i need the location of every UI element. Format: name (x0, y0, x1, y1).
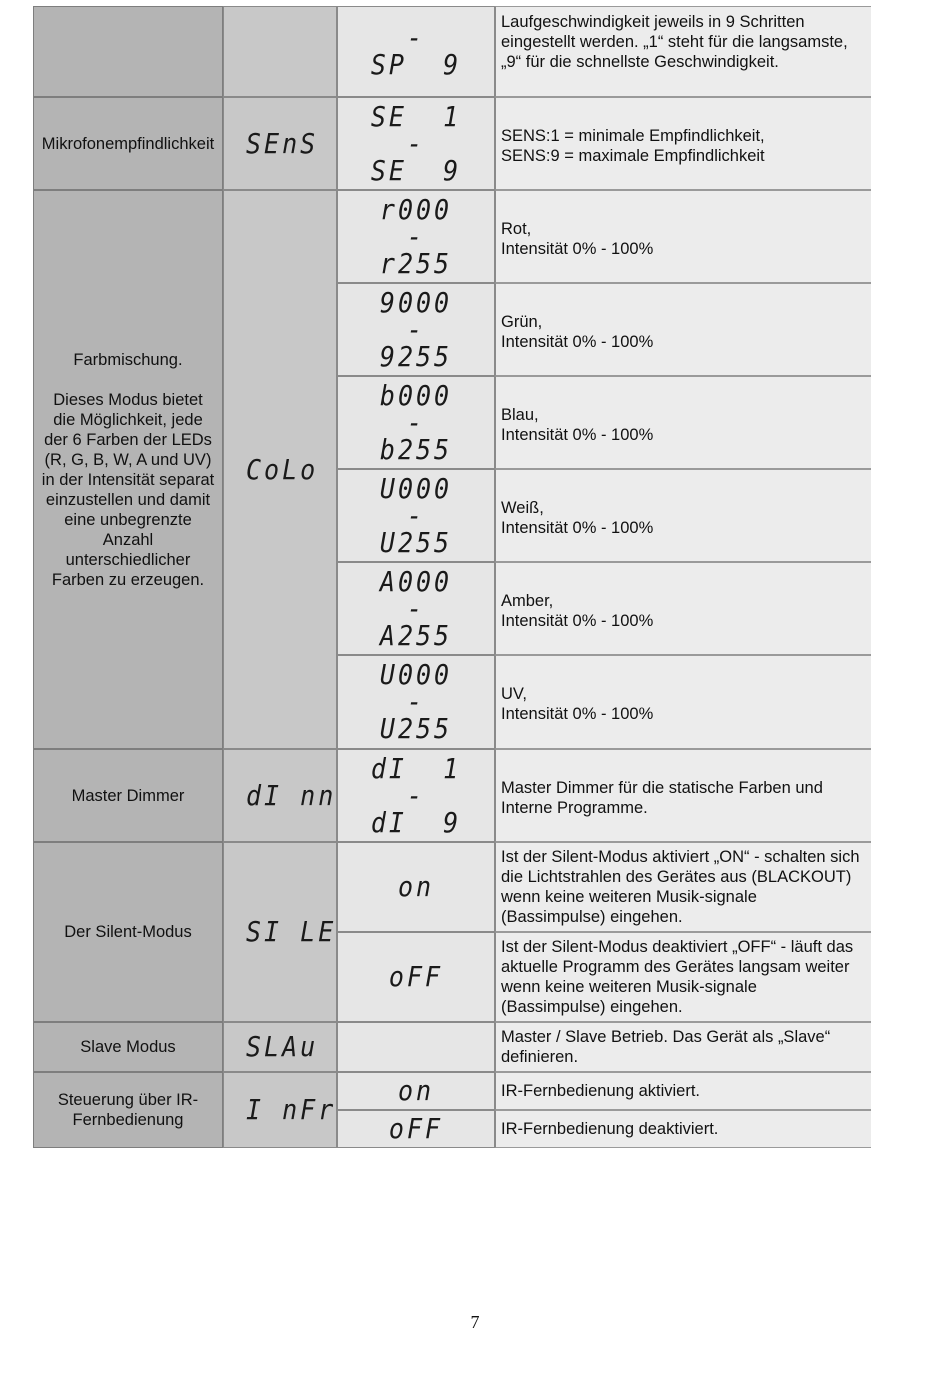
lcd-text: A255 (379, 619, 453, 651)
function-cell-dimmer: Master Dimmer (33, 749, 223, 842)
lcd-text: U000 (379, 472, 453, 504)
description-cell-infrared-on: IR-Fernbedienung aktiviert. (495, 1072, 871, 1110)
display-cell-dimmer (337, 749, 495, 842)
function-cell-silent: Der Silent-Modus (33, 842, 223, 1022)
lcd-text: U255 (379, 712, 453, 745)
lcd-text: U000 (379, 658, 453, 691)
menu-code-text: CoLo (246, 453, 319, 485)
lcd-text: SE 9 (370, 154, 462, 186)
description-cell-amber: Amber, Intensität 0% - 100% (495, 562, 871, 655)
lcd-text: b000 (379, 379, 453, 411)
display-cell-slave (337, 1022, 495, 1072)
lcd-text: - (406, 592, 426, 624)
menu-code-cell-dimmer (223, 749, 337, 842)
lcd-text: - (406, 779, 426, 811)
description-cell-red: Rot, Intensität 0% - 100% (495, 190, 871, 283)
lcd-text: - (406, 685, 426, 718)
lcd-text: A000 (379, 565, 453, 597)
display-cell-silent-off (337, 932, 495, 1022)
menu-code-text: dI nn (246, 779, 337, 811)
display-cell-infrared-on (337, 1072, 495, 1110)
lcd-text: oFF (388, 960, 444, 993)
menu-code-cell-color (223, 190, 337, 749)
function-cell-infrared: Steuerung über IR-Fernbedienung (33, 1072, 223, 1148)
lcd-text: 9255 (379, 340, 453, 372)
description-cell-uv: UV, Intensität 0% - 100% (495, 655, 871, 749)
lcd-text: 9000 (379, 286, 453, 318)
lcd-text: - (406, 220, 426, 252)
menu-code-text: I nFr (246, 1093, 337, 1126)
menu-code-cell-infrared (223, 1072, 337, 1148)
display-cell-sens (337, 97, 495, 190)
display-cell-uv (337, 655, 495, 749)
lcd-text: dI 1 (370, 752, 462, 784)
lcd-text: - (406, 313, 426, 345)
lcd-text: - (406, 21, 426, 53)
menu-code-text: SLAu (246, 1030, 319, 1063)
lcd-text: b255 (379, 433, 453, 465)
menu-code-text: SI LE (246, 915, 337, 948)
lcd-text: on (397, 1074, 435, 1107)
display-cell-infrared-off (337, 1110, 495, 1148)
lcd-text: r255 (379, 247, 453, 279)
lcd-text: r000 (379, 193, 453, 225)
lcd-text: SE 1 (370, 100, 462, 132)
description-cell-slave: Master / Slave Betrieb. Das Gerät als „Slave“ definieren. (495, 1022, 871, 1072)
lcd-text: SP 9 (370, 48, 462, 80)
display-cell-red (337, 190, 495, 283)
menu-code-text: SEnS (246, 127, 319, 159)
menu-code-cell-slave (223, 1022, 337, 1072)
display-cell-speed (337, 6, 495, 97)
lcd-text: U255 (379, 526, 453, 558)
description-cell-dimmer: Master Dimmer für die statische Farben und Interne Programme. (495, 749, 871, 842)
lcd-text: on (397, 870, 435, 903)
lcd-text: - (406, 499, 426, 531)
menu-code-cell-speed (223, 6, 337, 97)
lcd-text: oFF (388, 1112, 444, 1145)
description-cell-silent-off: Ist der Silent-Modus deaktiviert „OFF“ - läuft das aktuelle Programm des Gerätes langsam weiter wenn keine weiteren Musik-signale (Bassimpulse) eingehen. (495, 932, 871, 1022)
function-cell-color: Farbmischung. Dieses Modus bietet die Möglichkeit, jede der 6 Farben der LEDs (R, G, B, W, A und UV) in der Intensität separat einzustellen und damit eine unbegrenzte Anzahl unterschiedlicher Farben zu erzeugen. (33, 190, 223, 749)
function-cell-speed (33, 6, 223, 97)
function-cell-sens: Mikrofonempfindlichkeit (33, 97, 223, 190)
description-cell-infrared-off: IR-Fernbedienung deaktiviert. (495, 1110, 871, 1148)
page-number: 7 (470, 1312, 480, 1332)
menu-code-cell-sens (223, 97, 337, 190)
description-cell-blue: Blau, Intensität 0% - 100% (495, 376, 871, 469)
description-cell-silent-on: Ist der Silent-Modus aktiviert „ON“ - schalten sich die Lichtstrahlen des Gerätes aus (BLACKOUT) wenn keine weiteren Musik-signale (Bassimpulse) eingehen. (495, 842, 871, 932)
lcd-text: - (406, 406, 426, 438)
display-cell-blue (337, 376, 495, 469)
settings-table (33, 6, 871, 1148)
description-cell-sens: SENS:1 = minimale Empfindlichkeit, SENS:9 = maximale Empfindlichkeit (495, 97, 871, 190)
lcd-text: - (406, 127, 426, 159)
display-cell-silent-on (337, 842, 495, 932)
menu-code-cell-silent (223, 842, 337, 1022)
lcd-text: dI 9 (370, 806, 462, 838)
display-cell-white (337, 469, 495, 562)
description-cell-speed: Laufgeschwindigkeit jeweils in 9 Schritten eingestellt werden. „1“ steht für die langsamste, „9“ für die schnellste Geschwindigkeit. (495, 6, 871, 97)
function-cell-slave: Slave Modus (33, 1022, 223, 1072)
description-cell-white: Weiß, Intensität 0% - 100% (495, 469, 871, 562)
display-cell-amber (337, 562, 495, 655)
description-cell-green: Grün, Intensität 0% - 100% (495, 283, 871, 376)
display-cell-green (337, 283, 495, 376)
